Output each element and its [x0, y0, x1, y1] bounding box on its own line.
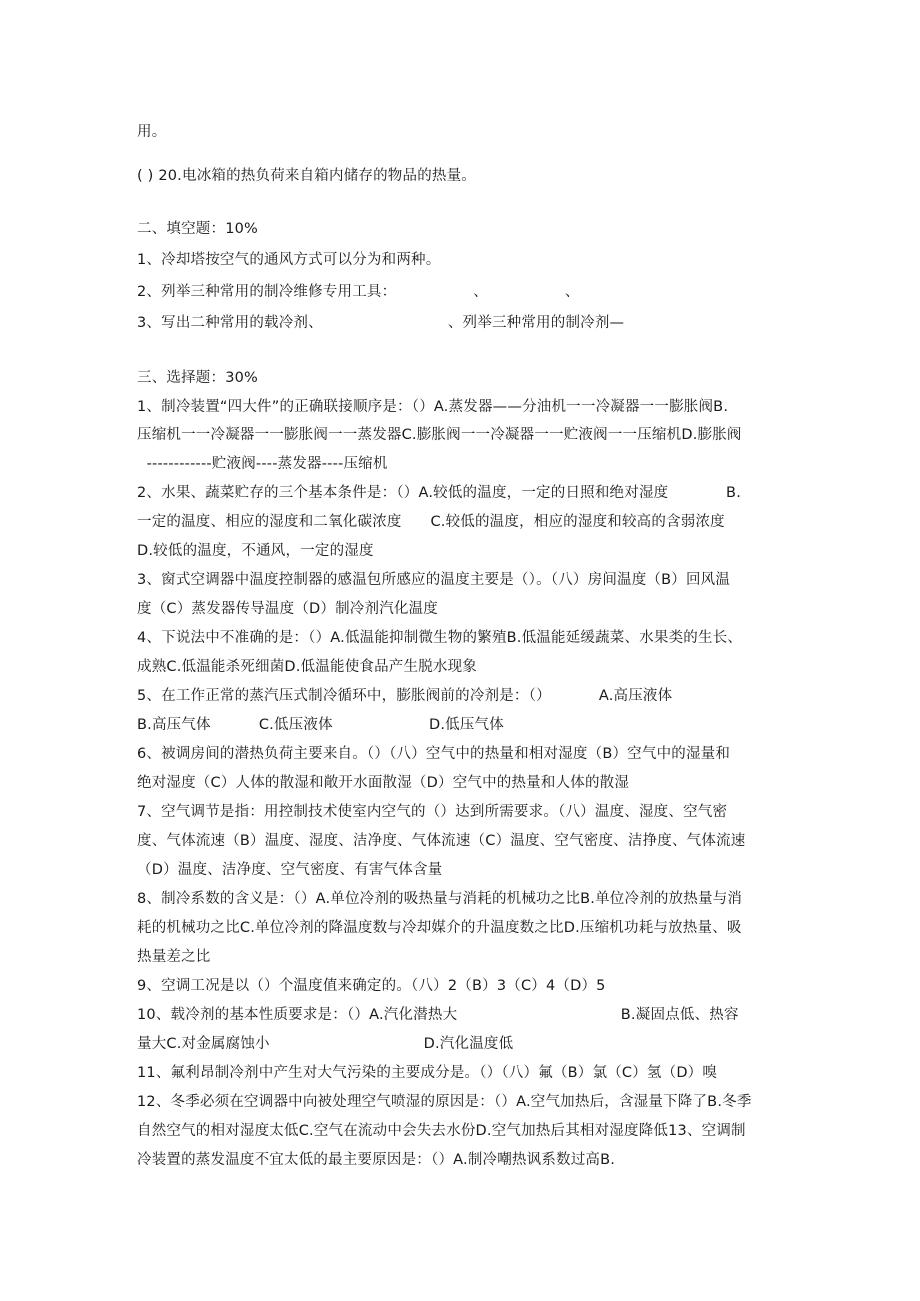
- fill-in-question-3: 3、写出二种常用的载冷剂、 、列举三种常用的制冷剂—: [137, 315, 625, 331]
- choice-q4-line: 4、下说法中不准确的是：（）A.低温能抑制微生物的繁殖B.低温能延缓蔬菜、水果类的生长、: [137, 630, 743, 646]
- choice-q1-line: 1、制冷装置“四大件”的正确联接顺序是：（）A.蒸发器——分油机一一冷凝器一一膨胀阀B.: [137, 399, 729, 415]
- section-fill-in-heading: 二、填空题：10%: [137, 221, 259, 237]
- question-20: ( ) 20.电冰箱的热负荷来自箱内储存的物品的热量。: [137, 168, 476, 184]
- choice-q7-line: 度、气体流速（B）温度、湿度、洁净度、气体流速（C）温度、空气密度、洁挣度、气体流速: [137, 833, 746, 849]
- choice-q6-line: 绝对湿度（C）人体的散湿和敞开水面散湿（D）空气中的热量和人体的散湿: [137, 775, 630, 791]
- choice-q6-line: 6、被调房间的潜热负荷主要来自。（）（八）空气中的热量和相对湿度（B）空气中的湿量和: [137, 746, 731, 762]
- choice-q11-line: 11、氟利昂制冷剂中产生对大气污染的主要成分是。（）（八）氟（B）氯（C）氢（D）嗅: [137, 1065, 718, 1081]
- choice-q2-line: D.较低的温度，不通风，一定的湿度: [137, 543, 374, 559]
- choice-q9-line: 9、空调工况是以（）个温度值来确定的。（八）2（B）3（C）4（D）5: [137, 978, 606, 994]
- choice-q10-line: 量大C.对金属腐蚀小 D.汽化温度低: [137, 1036, 514, 1052]
- choice-q5-line: 5、在工作正常的蒸汽压式制冷循环中，膨胀阀前的冷剂是：（） A.高压液体: [137, 688, 673, 704]
- choice-q2-line: 2、水果、蔬菜贮存的三个基本条件是：（）A.较低的温度，一定的日照和绝对湿度 B.: [137, 485, 742, 501]
- fill-in-question-1: 1、冷却塔按空气的通风方式可以分为和两种。: [137, 252, 441, 268]
- text-line: 用。: [137, 124, 167, 140]
- choice-q1-line: ------------贮液阀----蒸发器----压缩机: [137, 456, 388, 472]
- fill-in-question-2: 2、列举三种常用的制冷维修专用工具： 、 、: [137, 284, 580, 300]
- choice-q4-line: 成熟C.低温能杀死细菌D.低温能使食品产生脱水现象: [137, 659, 478, 675]
- choice-q13-line: 冷装置的蒸发温度不宜太低的最主要原因是：（）A.制冷嘲热讽系数过高B.: [137, 1152, 616, 1168]
- choice-q7-line: （D）温度、洁净度、空气密度、有害气体含量: [137, 862, 443, 878]
- choice-q1-line: 压缩机一一冷凝器一一膨胀阀一一蒸发器C.膨胀阀一一冷凝器一一贮液阀一一压缩机D.膨胀阀: [137, 427, 742, 443]
- choice-q10-line: 10、载冷剂的基本性质要求是：（）A.汽化潜热大 B.凝固点低、热容: [137, 1007, 739, 1023]
- section-choice-heading: 三、选择题：30%: [137, 370, 259, 386]
- choice-q2-line: 一定的温度、相应的湿度和二氧化碳浓度 C.较低的温度，相应的湿度和较高的含弱浓度: [137, 514, 725, 530]
- choice-q8-line: 耗的机械功之比C.单位冷剂的降温度数与冷却媒介的升温度数之比D.压缩机功耗与放热量、吸: [137, 920, 742, 936]
- choice-q3-line: 3、窗式空调器中温度控制器的感温包所感应的温度主要是（）。（八）房间温度（B）回风温: [137, 572, 731, 588]
- choice-q8-line: 热量差之比: [137, 949, 211, 965]
- choice-q8-line: 8、制冷系数的含义是：（）A.单位冷剂的吸热量与消耗的机械功之比B.单位冷剂的放热量与消: [137, 891, 743, 907]
- choice-q12-line: 12、冬季必须在空调器中向被处理空气喷湿的原因是：（）A.空气加热后，含湿量下降了B.冬季: [137, 1094, 752, 1110]
- choice-q12-line: 自然空气的相对湿度太低C.空气在流动中会失去水份D.空气加热后其相对湿度降低13、空调制: [137, 1123, 746, 1139]
- choice-q7-line: 7、空气调节是指：用控制技术使室内空气的（）达到所需要求。（八）温度、湿度、空气密: [137, 804, 728, 820]
- choice-q3-line: 度（C）蒸发器传导温度（D）制冷剂汽化温度: [137, 601, 438, 617]
- choice-q5-line: B.高压气体 C.低压液体 D.低压气体: [137, 717, 504, 733]
